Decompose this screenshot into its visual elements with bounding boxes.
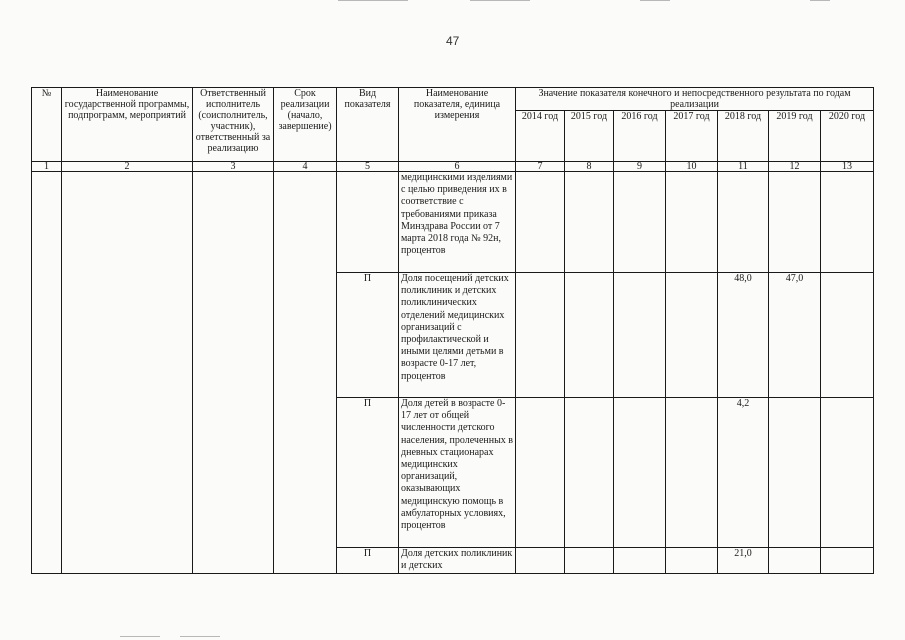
scan-edge-bottom-1 (120, 636, 160, 637)
cell-value (516, 172, 565, 273)
header-year: 2018 год (718, 111, 769, 162)
cell-number-merged (32, 172, 62, 574)
cell-value (565, 548, 614, 574)
header-year: 2015 год (565, 111, 614, 162)
cell-value (614, 273, 666, 398)
cell-value (666, 172, 718, 273)
cell-value (821, 398, 874, 548)
cell-value (769, 548, 821, 574)
table-row (32, 172, 874, 273)
cell-value (666, 273, 718, 398)
column-number: 4 (274, 162, 337, 172)
indicators-table (31, 87, 874, 574)
cell-program-merged (62, 172, 193, 574)
column-number: 10 (666, 162, 718, 172)
cell-value (614, 172, 666, 273)
scan-edge-bottom-2 (180, 636, 220, 637)
cell-value: 47,0 (769, 273, 821, 398)
column-number: 13 (821, 162, 874, 172)
cell-indicator-name: медицинскими изделиями с целью приведения их в соответствие с требованиями приказа Минздрава России от 7 марта 2018 года № 92н, процентов (399, 172, 516, 273)
cell-indicator-name: Доля детских поликлиник и детских (399, 548, 516, 574)
cell-value (614, 548, 666, 574)
header-year: 2014 год (516, 111, 565, 162)
column-number: 3 (193, 162, 274, 172)
cell-value (516, 398, 565, 548)
cell-value (565, 172, 614, 273)
cell-value: 21,0 (718, 548, 769, 574)
cell-indicator-kind: П (337, 548, 399, 574)
cell-value (666, 548, 718, 574)
column-number: 8 (565, 162, 614, 172)
cell-value (516, 548, 565, 574)
header-responsible: Ответственный исполнитель (соисполнитель, участник), ответственный за реализацию (193, 88, 274, 162)
scan-edge-top-4 (810, 0, 830, 1)
column-number: 5 (337, 162, 399, 172)
column-number: 2 (62, 162, 193, 172)
column-number: 7 (516, 162, 565, 172)
cell-indicator-name: Доля посещений детских поликлиник и детских поликлинических отделений медицинских организаций с профилактической и иными целями детьми в возрасте 0-17 лет, процентов (399, 273, 516, 398)
cell-value (666, 398, 718, 548)
cell-indicator-kind (337, 172, 399, 273)
header-year: 2019 год (769, 111, 821, 162)
column-number: 6 (399, 162, 516, 172)
cell-value (718, 172, 769, 273)
cell-indicator-kind: П (337, 398, 399, 548)
cell-term-merged (274, 172, 337, 574)
cell-value (565, 398, 614, 548)
column-number: 11 (718, 162, 769, 172)
column-number: 12 (769, 162, 821, 172)
header-indicator-kind: Вид показателя (337, 88, 399, 162)
header-program-name: Наименование государственной программы, подпрограмм, мероприятий (62, 88, 193, 162)
cell-value (516, 273, 565, 398)
header-year: 2020 год (821, 111, 874, 162)
header-number: № (32, 88, 62, 162)
cell-value (821, 273, 874, 398)
header-term: Срок реализации (начало, завершение) (274, 88, 337, 162)
cell-responsible-merged (193, 172, 274, 574)
header-indicator-name: Наименование показателя, единица измерения (399, 88, 516, 162)
cell-value: 4,2 (718, 398, 769, 548)
cell-value (565, 273, 614, 398)
scan-edge-top-1 (338, 0, 408, 1)
cell-value (821, 548, 874, 574)
header-year: 2017 год (666, 111, 718, 162)
scan-edge-top-3 (640, 0, 670, 1)
column-number: 1 (32, 162, 62, 172)
page-number: 47 (446, 34, 460, 48)
cell-value (769, 398, 821, 548)
header-year: 2016 год (614, 111, 666, 162)
cell-value (769, 172, 821, 273)
cell-indicator-name: Доля детей в возрасте 0-17 лет от общей численности детского населения, пролеченных в дневных стационарах медицинских организаций, оказывающих медицинскую помощь в амбулаторных условиях, процентов (399, 398, 516, 548)
scan-edge-top-2 (470, 0, 530, 1)
header-values-by-year: Значение показателя конечного и непосредственного результата по годам реализации (516, 88, 874, 111)
column-number: 9 (614, 162, 666, 172)
cell-value (821, 172, 874, 273)
cell-value: 48,0 (718, 273, 769, 398)
cell-indicator-kind: П (337, 273, 399, 398)
cell-value (614, 398, 666, 548)
